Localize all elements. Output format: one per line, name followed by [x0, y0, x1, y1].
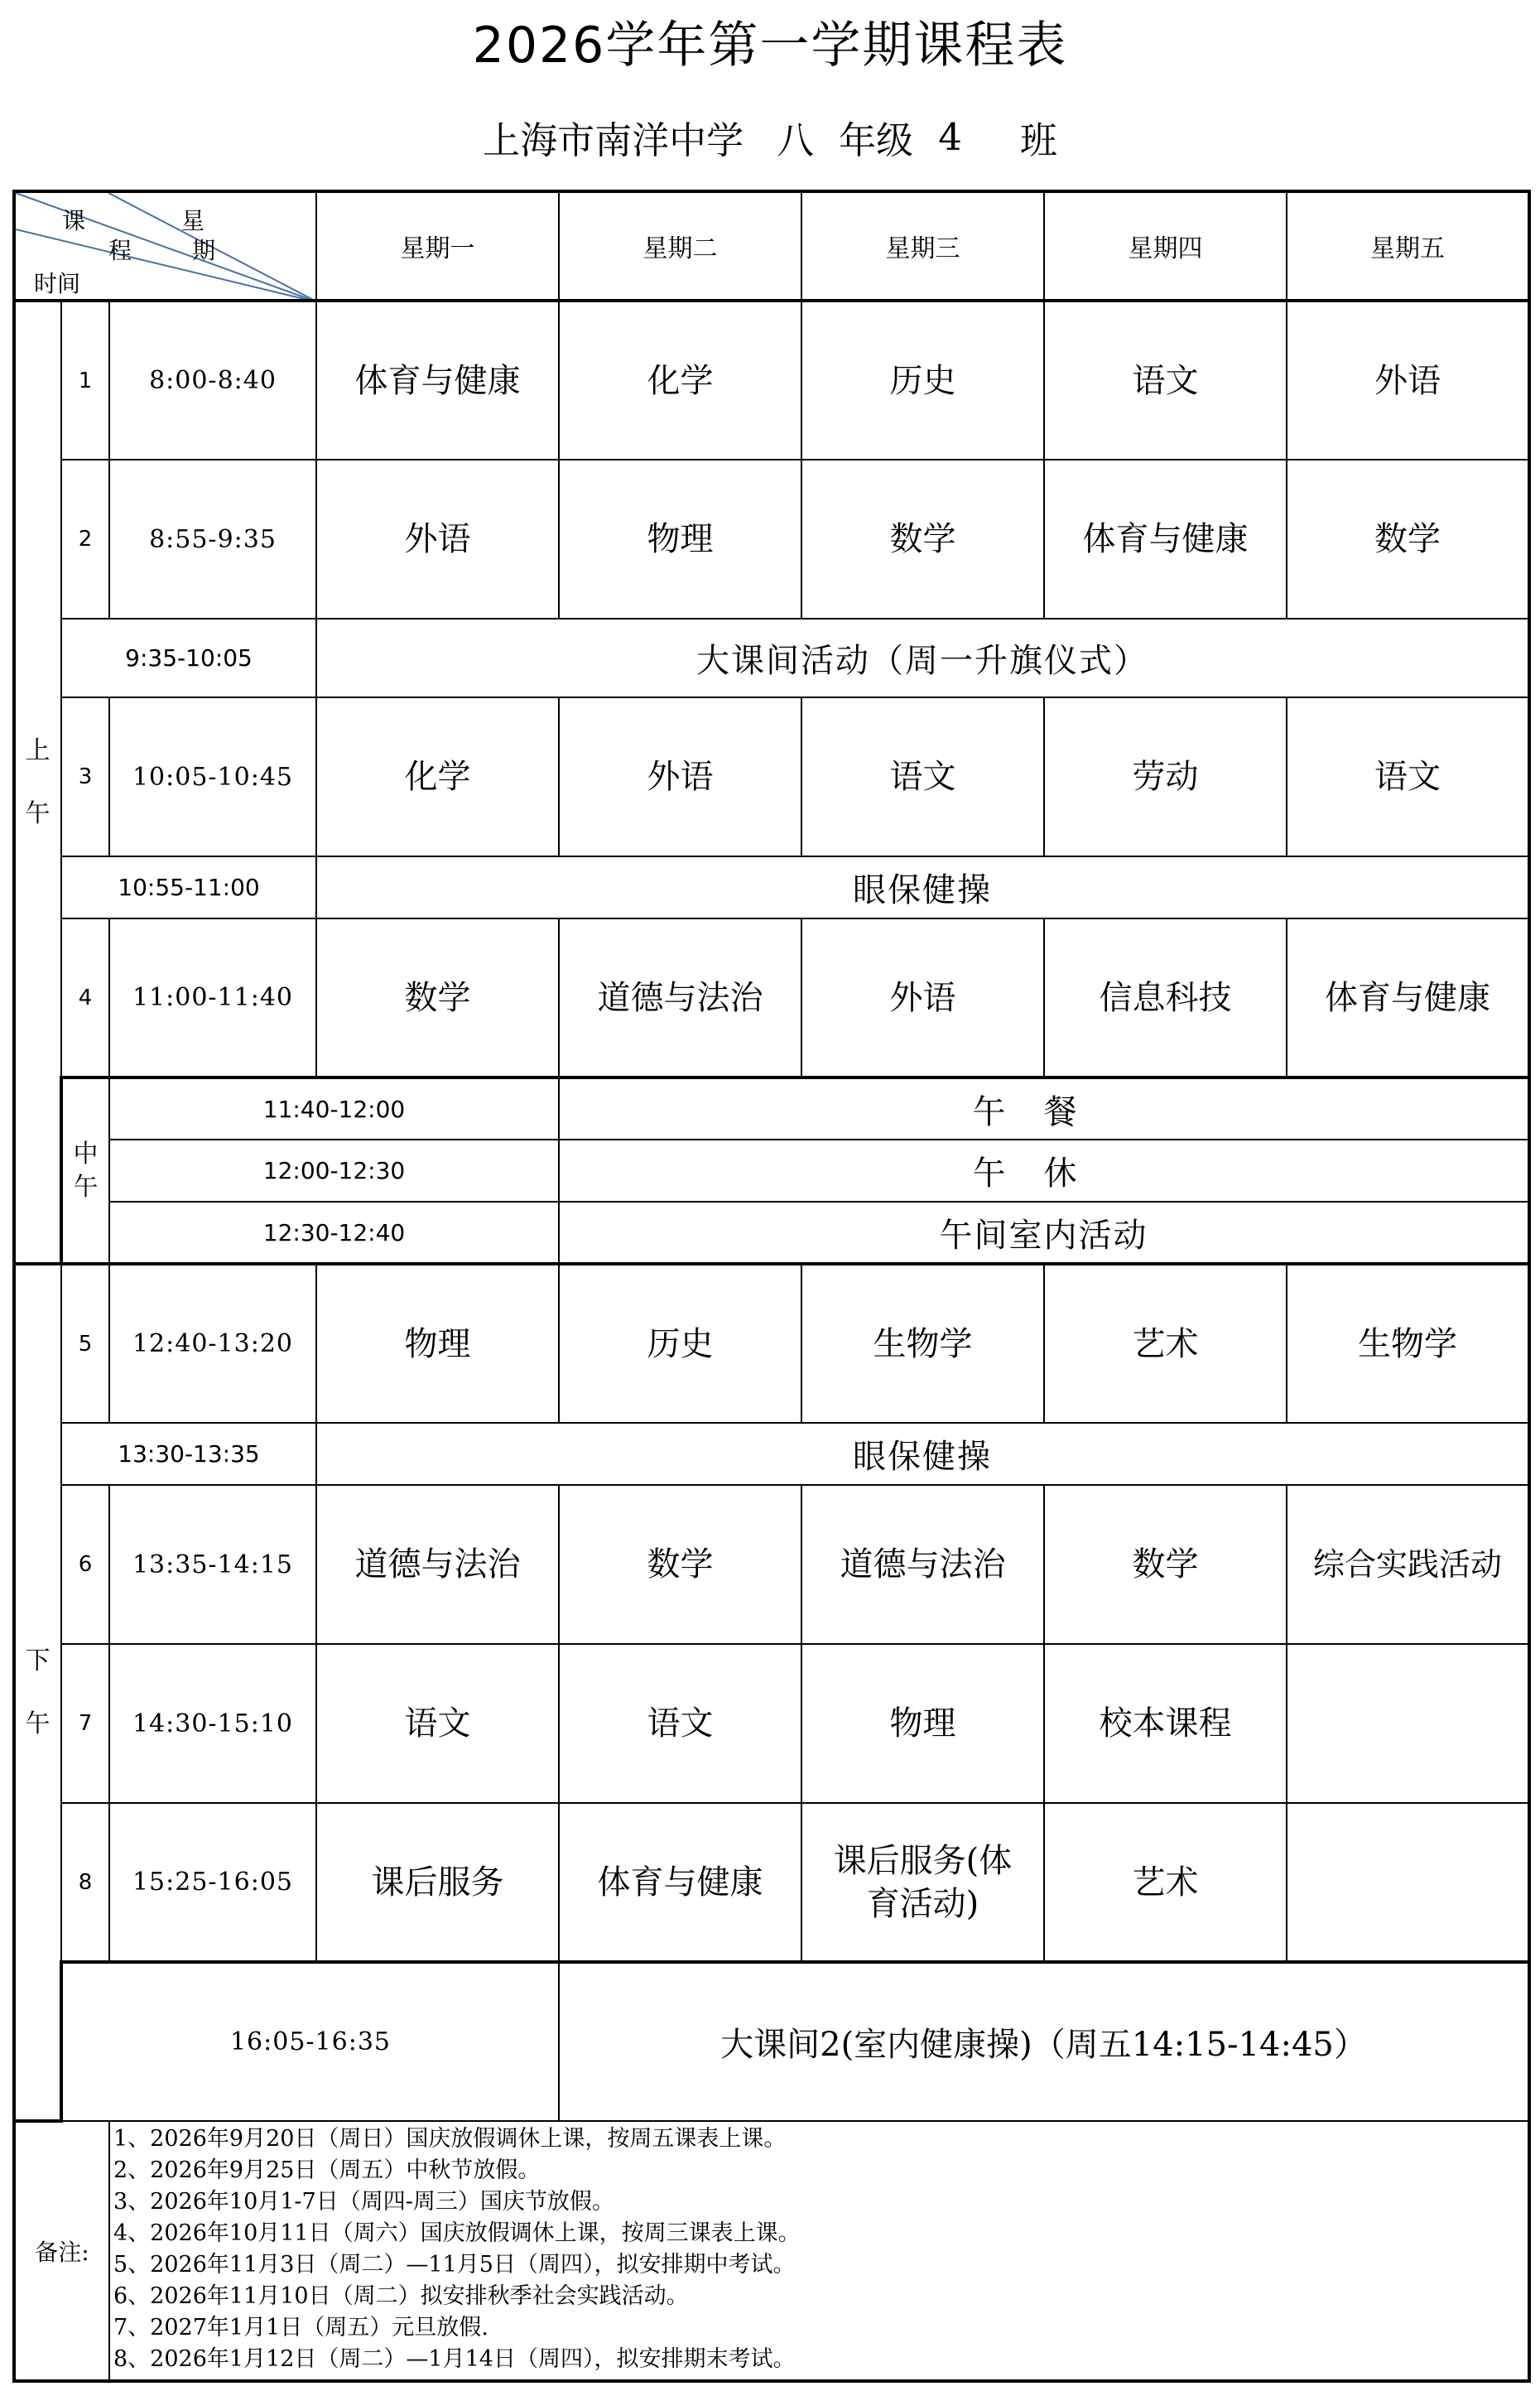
- corner-label-qi: 期: [192, 237, 216, 264]
- subject-cell: 语文: [316, 1644, 559, 1803]
- afternoon-break-time: 16:05-16:35: [61, 1962, 559, 2121]
- day-header-thu: 星期四: [1044, 191, 1287, 301]
- period-time: 8:55-9:35: [109, 460, 316, 619]
- period-number: 1: [61, 301, 109, 460]
- notes-label: 备注:: [14, 2121, 109, 2381]
- note-item: 2、2026年9月25日（周五）中秋节放假。: [113, 2157, 541, 2183]
- subject-cell: 数学: [559, 1485, 801, 1644]
- corner-label-time: 时间: [34, 270, 81, 297]
- subject-cell: 外语: [1287, 301, 1529, 460]
- subject-cell: 校本课程: [1044, 1644, 1287, 1803]
- subject-cell: 语文: [1287, 697, 1529, 856]
- morning-label-cell: [14, 301, 61, 1264]
- period-time: 12:40-13:20: [109, 1264, 316, 1423]
- day-header-tue: 星期二: [559, 191, 801, 301]
- afternoon-label-cell: [14, 1264, 61, 2121]
- grade-number: 八: [777, 118, 815, 162]
- subject-cell: 体育与健康: [316, 301, 559, 460]
- subject-cell: 物理: [801, 1644, 1044, 1803]
- lunch-time: 11:40-12:00: [109, 1077, 559, 1140]
- eye-exercise-label: 眼保健操: [316, 1423, 1529, 1485]
- noon-activity-time: 12:30-12:40: [109, 1202, 559, 1264]
- period-number: 4: [61, 918, 109, 1077]
- notes-list: [109, 2121, 1529, 2381]
- eye-exercise-time: 10:55-11:00: [61, 856, 316, 918]
- page-title: 2026学年第一学期课程表: [472, 17, 1068, 75]
- subject-cell: 语文: [801, 697, 1044, 856]
- period-time: 11:00-11:40: [109, 918, 316, 1077]
- period-number: 8: [61, 1803, 109, 1962]
- period-time: 13:35-14:15: [109, 1485, 316, 1644]
- timetable: [12, 190, 1531, 2383]
- subject-cell: 信息科技: [1044, 918, 1287, 1077]
- note-item: 8、2026年1月12日（周二）—1月14日（周四），拟安排期末考试。: [113, 2346, 796, 2372]
- subject-cell: 劳动: [1044, 697, 1287, 856]
- noon-label-cell: [61, 1077, 109, 1264]
- day-header-fri: 星期五: [1287, 191, 1529, 301]
- note-item: 5、2026年11月3日（周二）—11月5日（周四），拟安排期中考试。: [113, 2252, 796, 2278]
- class-subtitle: [0, 99, 1540, 174]
- nap-time: 12:00-12:30: [109, 1140, 559, 1202]
- period-number: 6: [61, 1485, 109, 1644]
- note-item: 1、2026年9月20日（周日）国庆放假调休上课，按周五课表上课。: [113, 2126, 787, 2152]
- corner-label-ke: 课: [62, 207, 86, 234]
- subject-cell: 综合实践活动: [1287, 1485, 1529, 1644]
- period-time: 14:30-15:10: [109, 1644, 316, 1803]
- noon-activity-label: 午间室内活动: [559, 1202, 1529, 1264]
- subject-cell: 艺术: [1044, 1803, 1287, 1962]
- lunch-label: 午餐: [559, 1077, 1529, 1140]
- note-item: 6、2026年11月10日（周二）拟安排秋季社会实践活动。: [113, 2283, 689, 2309]
- subject-cell: 艺术: [1044, 1264, 1287, 1423]
- subject-cell: 道德与法治: [559, 918, 801, 1077]
- subject-cell: 数学: [801, 460, 1044, 619]
- subject-cell: 化学: [316, 697, 559, 856]
- subject-cell: 外语: [316, 460, 559, 619]
- subject-cell: 体育与健康: [1287, 918, 1529, 1077]
- subject-cell: 课后服务: [316, 1803, 559, 1962]
- day-header-wed: 星期三: [801, 191, 1044, 301]
- subject-cell: 道德与法治: [801, 1485, 1044, 1644]
- afternoon-label: 下午: [25, 1646, 51, 1738]
- period-number: 3: [61, 697, 109, 856]
- subject-cell: 化学: [559, 301, 801, 460]
- grade-suffix: 年级: [839, 118, 914, 162]
- subject-cell: 数学: [316, 918, 559, 1077]
- note-item: 4、2026年10月11日（周六）国庆放假调休上课，按周三课表上课。: [113, 2220, 801, 2246]
- subject-cell: 道德与法治: [316, 1485, 559, 1644]
- subject-cell: [1287, 1803, 1529, 1962]
- subject-cell: 数学: [1287, 460, 1529, 619]
- subject-cell: 生物学: [1287, 1264, 1529, 1423]
- big-break-activity: 大课间活动（周一升旗仪式）: [316, 619, 1529, 697]
- subject-cell: 数学: [1044, 1485, 1287, 1644]
- morning-label: 上午: [25, 735, 51, 828]
- break-time: 9:35-10:05: [61, 619, 316, 697]
- eye-exercise-label: 眼保健操: [316, 856, 1529, 918]
- period-number: 2: [61, 460, 109, 619]
- afternoon-break-activity: 大课间2(室内健康操)（周五14:15-14:45）: [559, 1962, 1529, 2121]
- period-time: 15:25-16:05: [109, 1803, 316, 1962]
- nap-label: 午休: [559, 1140, 1529, 1202]
- header-corner-cell: [14, 191, 316, 301]
- period-number: 7: [61, 1644, 109, 1803]
- subject-cell: 历史: [559, 1264, 801, 1423]
- note-item: 7、2027年1月1日（周五）元旦放假.: [113, 2315, 488, 2340]
- subject-cell: 历史: [801, 301, 1044, 460]
- subject-cell: 语文: [559, 1644, 801, 1803]
- subject-cell: 语文: [1044, 301, 1287, 460]
- subject-cell: [1287, 1644, 1529, 1803]
- corner-label-cheng: 程: [108, 237, 132, 264]
- subject-cell: 体育与健康: [559, 1803, 801, 1962]
- class-number: 4: [938, 114, 962, 159]
- eye-exercise-time: 13:30-13:35: [61, 1423, 316, 1485]
- school-name: 上海市南洋中学: [483, 118, 744, 162]
- corner-label-xing: 星: [181, 207, 205, 234]
- subject-cell: 课后服务(体育活动): [801, 1803, 1044, 1962]
- subject-cell: 外语: [801, 918, 1044, 1077]
- period-number: 5: [61, 1264, 109, 1423]
- noon-label: 中午: [73, 1139, 99, 1202]
- period-time: 8:00-8:40: [109, 301, 316, 460]
- subject-cell: 物理: [559, 460, 801, 619]
- day-header-mon: 星期一: [316, 191, 559, 301]
- subject-cell: 外语: [559, 697, 801, 856]
- subject-cell: 生物学: [801, 1264, 1044, 1423]
- subject-cell: 体育与健康: [1044, 460, 1287, 619]
- note-item: 3、2026年10月1-7日（周四-周三）国庆节放假。: [113, 2189, 614, 2215]
- subject-cell: 物理: [316, 1264, 559, 1423]
- class-suffix: 班: [1019, 118, 1057, 162]
- period-time: 10:05-10:45: [109, 697, 316, 856]
